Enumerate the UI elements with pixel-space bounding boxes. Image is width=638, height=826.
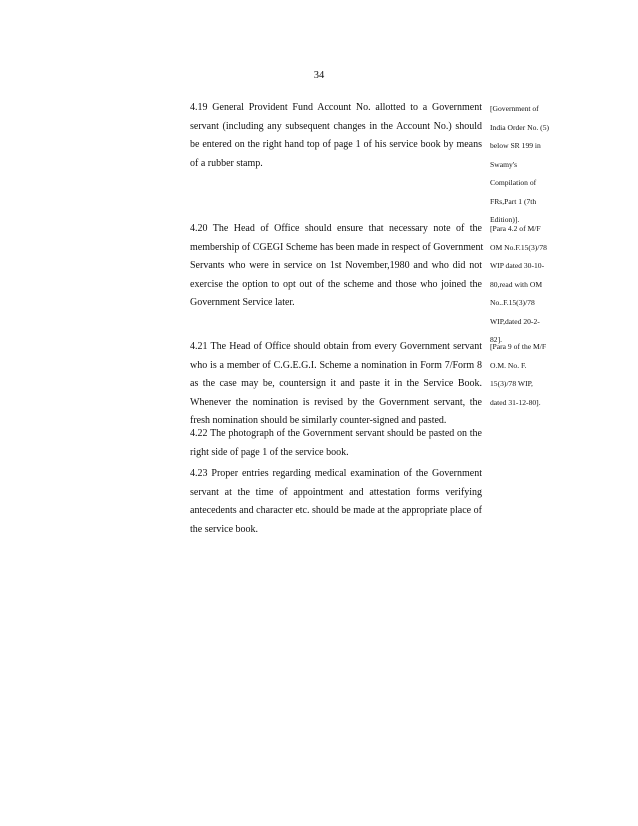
note-line: 82]. — [490, 335, 503, 344]
paragraph-line: 4.20 The Head of Office should ensure that necessary note of the — [190, 223, 482, 234]
paragraph-line: the service book. — [190, 523, 259, 535]
note-line: [Para 9 of the M/F — [490, 342, 547, 351]
note-line: WIP,dated 20-2- — [490, 316, 540, 326]
paragraph-line: 4.19 General Provident Fund Account No. allotted to a Government — [190, 102, 482, 113]
paragraph-line: exercise the option to opt out of the scheme and those who joined the — [190, 278, 482, 290]
note-line: [Para 4.2 of M/F — [490, 224, 541, 233]
note-line: Swamy's — [490, 159, 518, 169]
note-line: 80,read with OM — [490, 279, 543, 289]
paragraph-4-19 — [190, 99, 482, 173]
margin-note-4-19 — [490, 100, 568, 230]
paragraph-line: Whenever the nomination is revised by the Government servant, the — [190, 396, 482, 408]
paragraph-line: 4.21 The Head of Office should obtain from every Government servant — [190, 341, 482, 352]
margin-note-4-20 — [490, 220, 568, 350]
note-line: below SR 199 in — [490, 141, 541, 150]
paragraph-line: antecedents and character etc. should be made at the appropriate place of — [190, 505, 482, 516]
note-line: No..F.15(3)/78 — [490, 298, 535, 307]
paragraph-line: Servants who were in service on 1st November,1980 and who did not — [190, 260, 482, 271]
paragraph-line: of a rubber stamp. — [190, 157, 263, 169]
paragraph-4-21 — [190, 338, 482, 431]
note-line: India Order No. (5) — [490, 122, 550, 132]
paragraph-4-20 — [190, 220, 482, 313]
paragraph-4-22 — [190, 425, 482, 462]
paragraph-line: right side of page 1 of the service book. — [190, 446, 349, 458]
paragraph-4-23 — [190, 465, 482, 539]
note-line: FRs,Part 1 (7th — [490, 196, 537, 206]
note-line: WIP dated 30-10- — [490, 261, 545, 270]
note-line: 15(3)/78 WIP, — [490, 379, 533, 388]
paragraph-line: servant at the time of appointment and attestation forms verifying — [190, 486, 482, 498]
paragraph-line: who is a member of C.G.E.G.I. Scheme a nomination in Form 7/Form 8 — [190, 359, 482, 371]
note-line: O.M. No. F. — [490, 360, 527, 370]
paragraph-line: Government Service later. — [190, 297, 295, 308]
margin-note-4-21 — [490, 338, 568, 412]
paragraph-line: as the case may be, countersign it and paste it in the Service Book. — [190, 378, 482, 389]
page-number: 34 — [313, 70, 325, 81]
paragraph-line: be entered on the right hand top of page 1 of his service book by means — [190, 139, 482, 150]
note-line: [Government of — [490, 104, 539, 113]
note-line: dated 31-12-80]. — [490, 397, 541, 407]
paragraph-line: 4.22 The photograph of the Government servant should be pasted on the — [190, 428, 482, 439]
paragraph-line: 4.23 Proper entries regarding medical examination of the Government — [190, 468, 482, 479]
paragraph-line: servant (including any subsequent changes in the Account No.) should — [190, 120, 482, 132]
paragraph-line: membership of CGEGI Scheme has been made in respect of Government — [190, 241, 484, 253]
note-line: OM No.F.15(3)/78 — [490, 242, 547, 252]
note-line: Compilation of — [490, 178, 537, 187]
paragraph-line: fresh nomination should be similarly counter-signed and pasted. — [190, 415, 447, 426]
note-line: Edition)]. — [490, 215, 520, 224]
